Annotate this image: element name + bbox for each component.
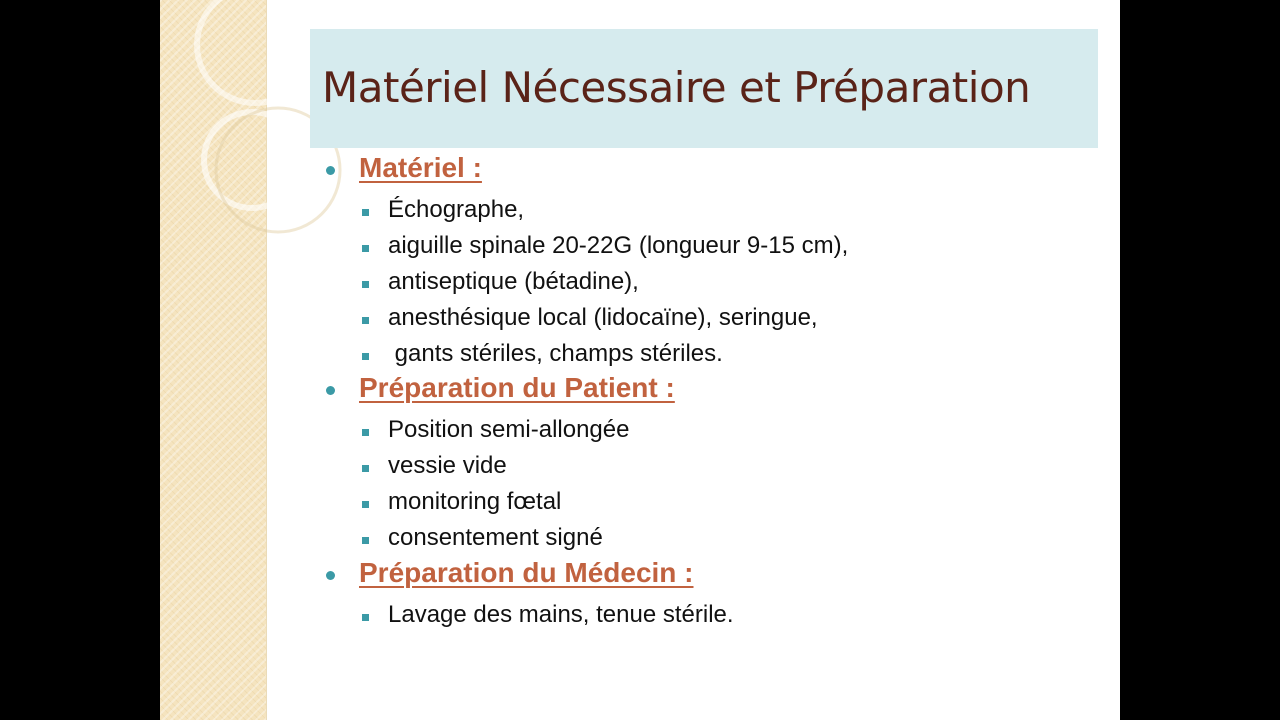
- item-text: gants stériles, champs stériles.: [388, 340, 723, 367]
- section-bullet: [326, 166, 335, 175]
- item-text: anesthésique local (lidocaïne), seringue,: [388, 304, 818, 331]
- item-text: monitoring fœtal: [388, 488, 562, 515]
- item-text: vessie vide: [388, 452, 507, 479]
- item-bullet: [362, 209, 369, 216]
- section-bullet: [326, 386, 335, 395]
- item-bullet: [362, 501, 369, 508]
- item-bullet: [362, 317, 369, 324]
- section-heading: Matériel :: [359, 152, 482, 183]
- item-bullet: [362, 281, 369, 288]
- ring-middle: [204, 112, 300, 208]
- item-bullet: [362, 614, 369, 621]
- item-text: aiguille spinale 20-22G (longueur 9-15 cm),: [388, 232, 849, 259]
- slide: [160, 0, 1120, 720]
- item-bullet: [362, 537, 369, 544]
- ring-top: [197, 0, 313, 103]
- section-heading: Préparation du Médecin :: [359, 557, 694, 588]
- title-bar: [310, 29, 1098, 148]
- item-text: antiseptique (bétadine),: [388, 268, 639, 295]
- section-bullet: [326, 571, 335, 580]
- item-text: Position semi-allongée: [388, 416, 630, 443]
- item-bullet: [362, 429, 369, 436]
- item-text: consentement signé: [388, 524, 603, 551]
- section-heading: Préparation du Patient :: [359, 372, 675, 403]
- item-text: Lavage des mains, tenue stérile.: [388, 601, 734, 628]
- slide-title: Matériel Nécessaire et Préparation: [322, 63, 1031, 112]
- item-bullet: [362, 465, 369, 472]
- item-bullet: [362, 353, 369, 360]
- item-bullet: [362, 245, 369, 252]
- item-text: Échographe,: [388, 196, 525, 223]
